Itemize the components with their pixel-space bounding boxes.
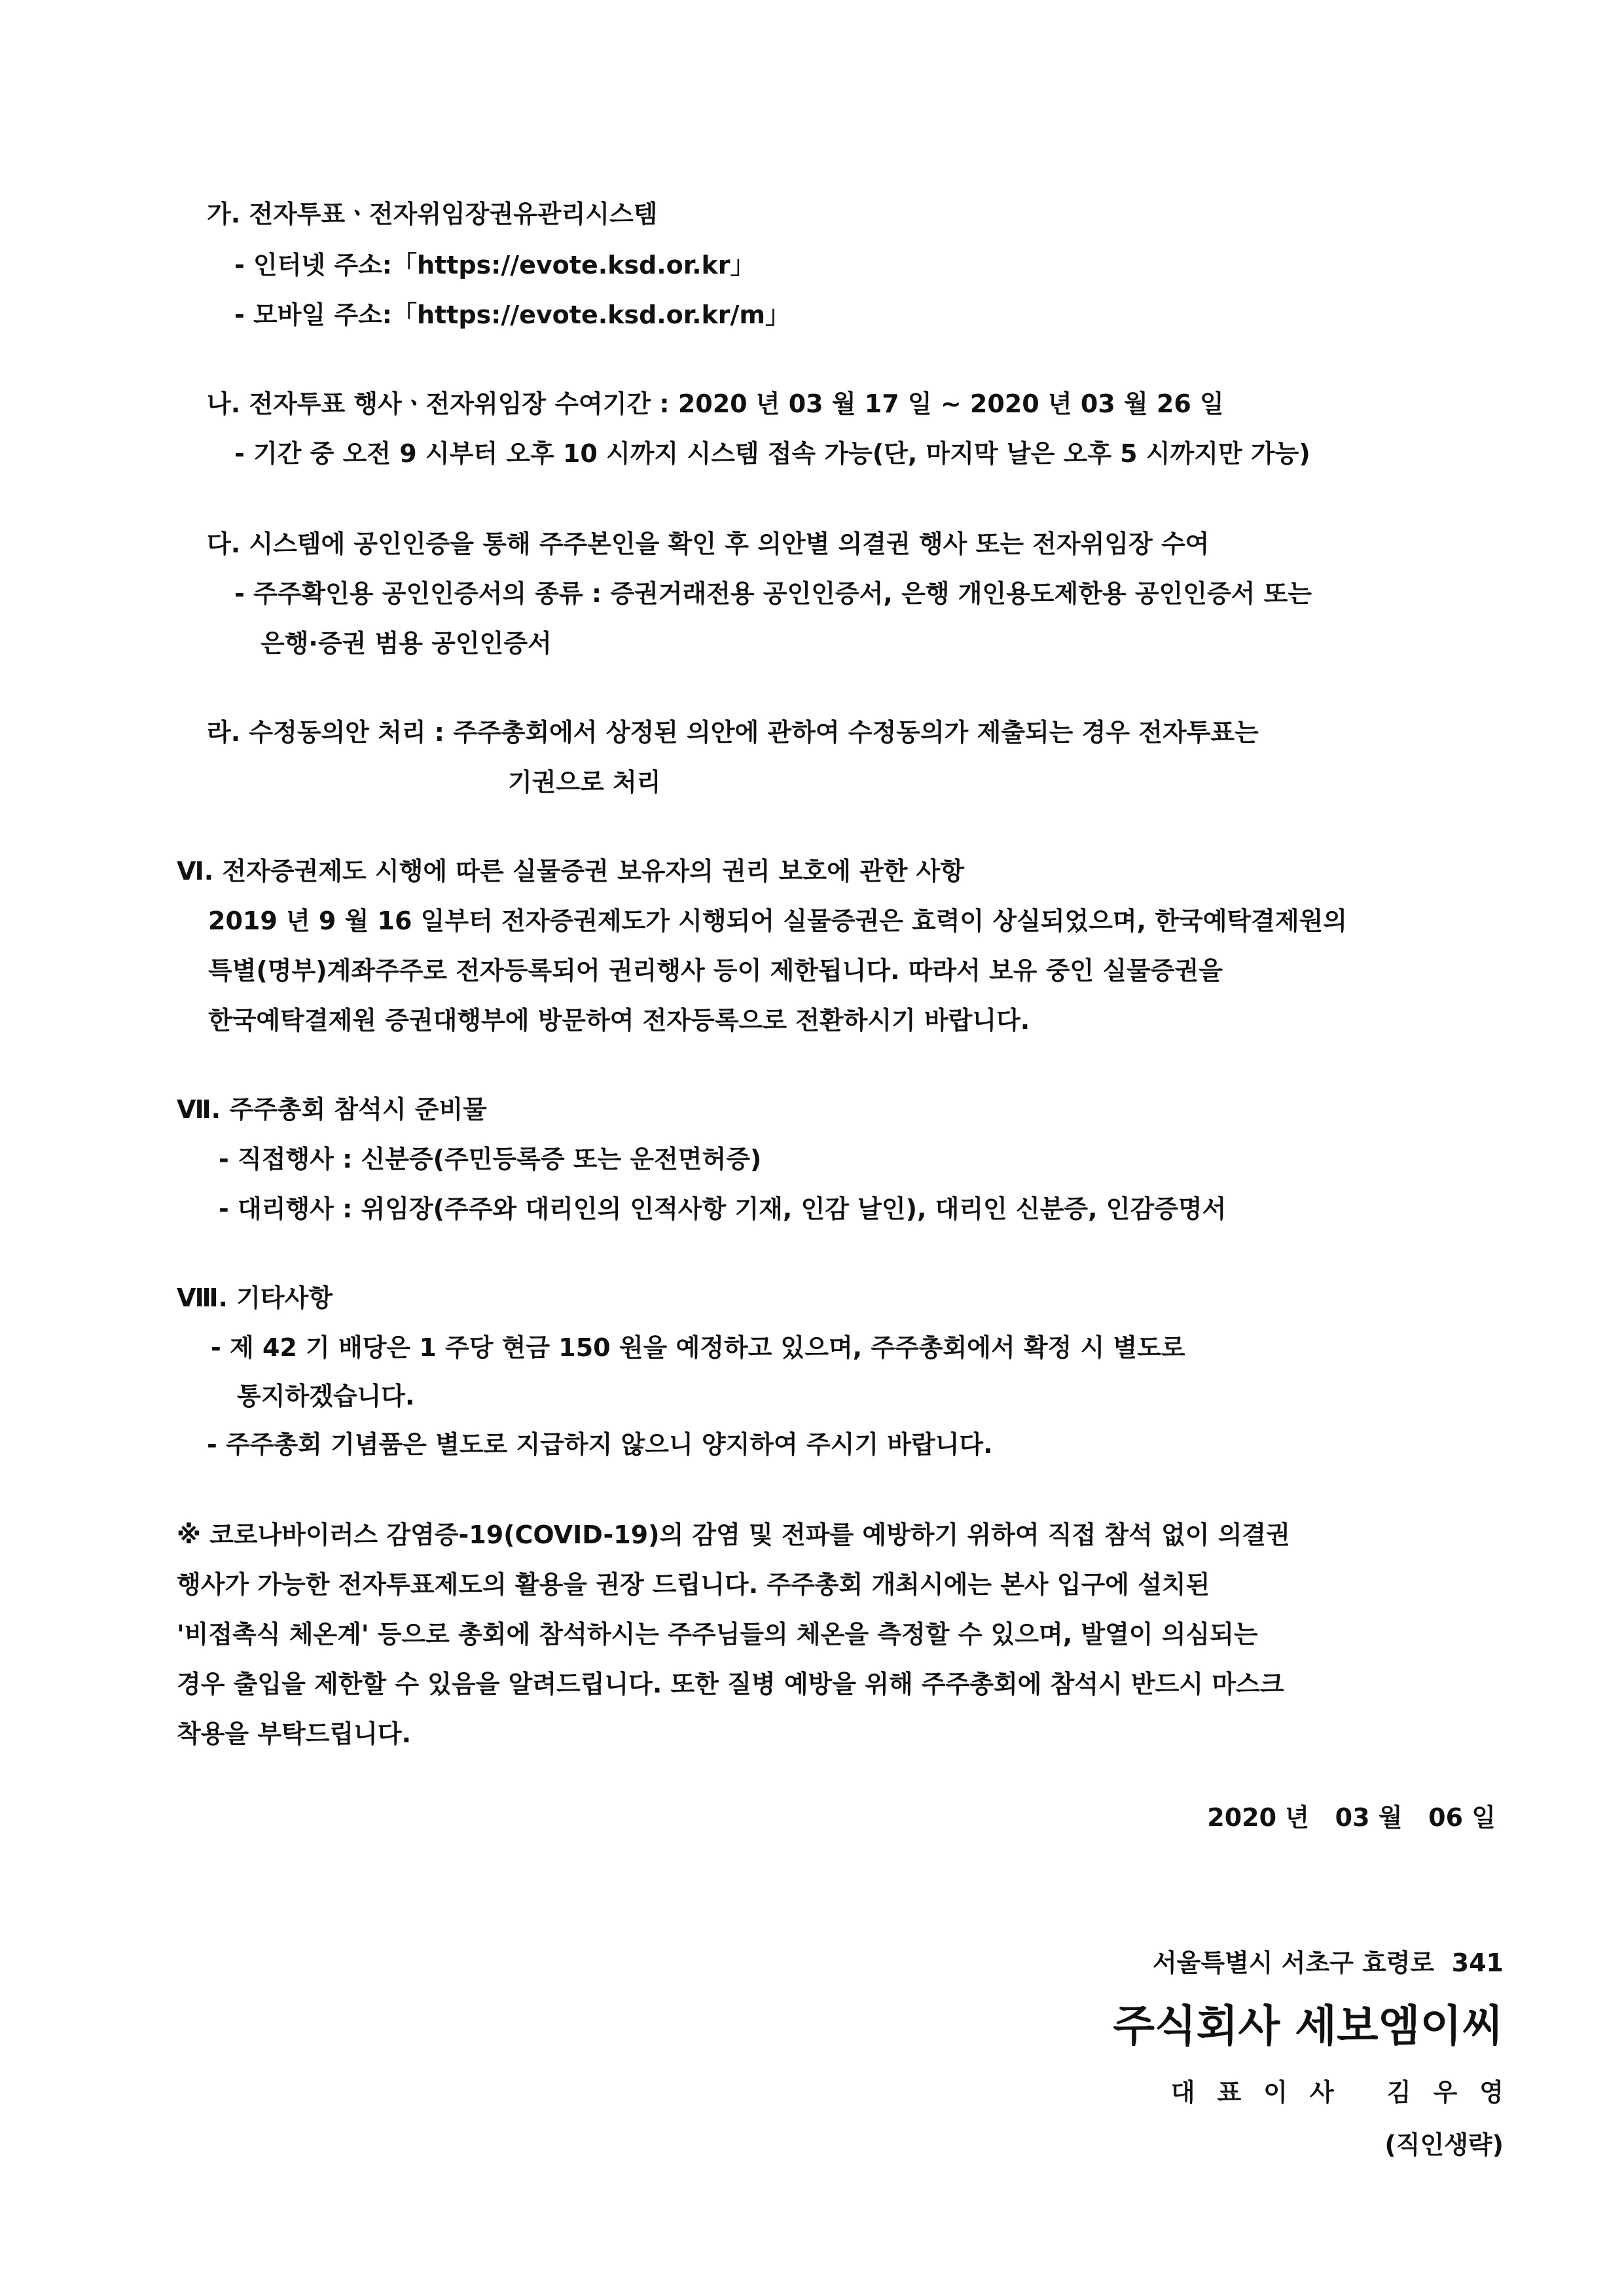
section-7-heading: Ⅶ. 주주총회 참석시 준비물 [177, 1095, 487, 1124]
covid-notice-line-5: 착용을 부탁드립니다. [177, 1719, 412, 1748]
section-6-line-2: 특별(명부)계좌주주로 전자등록되어 권리행사 등이 제한됩니다. 따라서 보유 중인 실물증권을 [208, 956, 1223, 985]
certificate-types-cont: 은행·증권 범용 공인인증서 [261, 629, 552, 658]
vote-system-heading: 가. 전자투표ㆍ전자위임장권유관리시스템 [207, 200, 658, 228]
ceo-name: 대표이사 김우영 [1170, 2078, 1526, 2107]
section-8-heading: Ⅷ. 기타사항 [177, 1283, 333, 1312]
covid-notice-line-3: '비접촉식 체온계' 등으로 총회에 참석하시는 주주님들의 체온을 측정할 수 있으며, 발열이 의심되는 [177, 1620, 1258, 1649]
company-address: 서울특별시 서초구 효령로 341 [1152, 1948, 1504, 1977]
covid-notice-line-4: 경우 출입을 제한할 수 있음을 알려드립니다. 또한 질병 예방을 위해 주주총회에 참석시 반드시 마스크 [177, 1670, 1284, 1698]
internet-address: - 인터넷 주소:「https://evote.ksd.or.kr」 [234, 251, 755, 279]
direct-voting-item: - 직접행사 : 신분증(주민등록증 또는 운전면허증) [219, 1145, 762, 1174]
section-6-heading: Ⅵ. 전자증권제도 시행에 따른 실물증권 보유자의 권리 보호에 관한 사항 [177, 857, 965, 886]
seal-omitted-note: (직인생략) [1384, 2130, 1504, 2159]
covid-notice-line-1: ※ 코로나바이러스 감염증-19(COVID-19)의 감염 및 전파를 예방하기 위하여 직접 참석 없이 의결권 [177, 1520, 1290, 1549]
souvenir-item: - 주주총회 기념품은 별도로 지급하지 않으니 양지하여 주시기 바랍니다. [207, 1430, 993, 1459]
certificate-types: - 주주확인용 공인인증서의 종류 : 증권거래전용 공인인증서, 은행 개인용도제한용 공인인증서 또는 [234, 579, 1312, 608]
proxy-voting-item: - 대리행사 : 위임장(주주와 대리인의 인적사항 기재, 인감 날인), 대리인 신분증, 인감증명서 [219, 1194, 1227, 1223]
covid-notice-line-2: 행사가 가능한 전자투표제도의 활용을 권장 드립니다. 주주총회 개최시에는 본사 입구에 설치된 [177, 1570, 1210, 1599]
document-date: 2020 년 03 월 06 일 [1207, 1803, 1496, 1832]
dividend-item-cont: 통지하겠습니다. [237, 1382, 415, 1410]
amendment-heading: 라. 수정동의안 처리 : 주주총회에서 상정된 의안에 관하여 수정동의가 제출되는 경우 전자투표는 [207, 718, 1259, 747]
amendment-cont: 기권으로 처리 [508, 768, 661, 797]
mobile-address: - 모바일 주소:「https://evote.ksd.or.kr/m」 [234, 300, 791, 329]
voting-period-heading: 나. 전자투표 행사ㆍ전자위임장 수여기간 : 2020 년 03 월 17 일 ~ 2020 년 03 월 26 일 [207, 389, 1224, 418]
company-name: 주식회사 세보엠이씨 [1113, 2001, 1504, 2051]
dividend-item: - 제 42 기 배당은 1 주당 현금 150 원을 예정하고 있으며, 주주총회에서 확정 시 별도로 [211, 1333, 1185, 1362]
section-6-line-3: 한국예탁결제원 증권대행부에 방문하여 전자등록으로 전환하시기 바랍니다. [208, 1006, 1030, 1035]
certificate-heading: 다. 시스템에 공인인증을 통해 주주본인을 확인 후 의안별 의결권 행사 또는 전자위임장 수여 [207, 529, 1210, 558]
voting-hours-note: - 기간 중 오전 9 시부터 오후 10 시까지 시스템 접속 가능(단, 마지막 날은 오후 5 시까지만 가능) [234, 439, 1310, 468]
section-6-line-1: 2019 년 9 월 16 일부터 전자증권제도가 시행되어 실물증권은 효력이 상실되었으며, 한국예탁결제원의 [208, 906, 1347, 935]
